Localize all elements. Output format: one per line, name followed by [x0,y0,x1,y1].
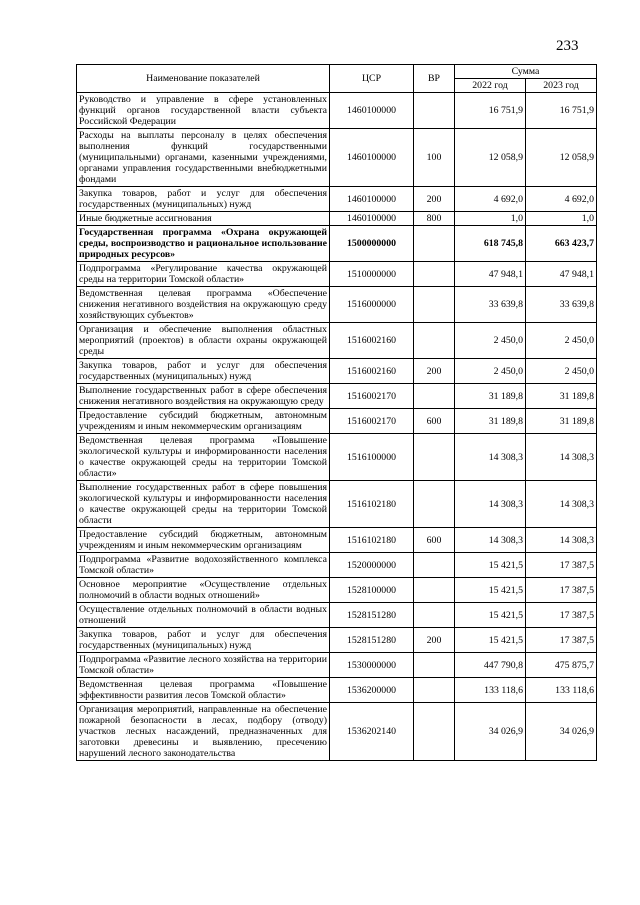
row-vr [414,481,455,528]
table-row [77,262,597,287]
header-year-2022: 2022 год [455,79,526,93]
budget-table [76,64,597,761]
table-row [77,528,597,553]
table-row [77,226,597,262]
row-vr [414,323,455,359]
row-vr: 200 [414,628,455,653]
row-sum-2023: 34 026,9 [526,703,597,761]
table-row [77,287,597,323]
row-vr: 600 [414,528,455,553]
row-sum-2023: 47 948,1 [526,262,597,287]
row-sum-2023: 17 387,5 [526,603,597,628]
row-sum-2023: 17 387,5 [526,578,597,603]
row-sum-2022: 15 421,5 [455,553,526,578]
table-row [77,678,597,703]
row-sum-2023: 16 751,9 [526,93,597,129]
table-row [77,212,597,226]
row-name: Расходы на выплаты персоналу в целях обеспечения выполнения функций государственными (муниципальными) органами, казенными учреждениями, органами управления государственными внебюджетными фондами [77,129,330,187]
row-name: Выполнение государственных работ в сфере повышения экологической культуры и информированности населения о качестве окружающей среды на территории Томской области [77,481,330,528]
row-sum-2022: 14 308,3 [455,528,526,553]
row-sum-2022: 447 790,8 [455,653,526,678]
header-row [77,65,597,79]
row-vr: 800 [414,212,455,226]
row-csr: 1536202140 [330,703,414,761]
row-vr [414,434,455,481]
row-sum-2023: 14 308,3 [526,481,597,528]
row-sum-2023: 475 875,7 [526,653,597,678]
row-name: Подпрограмма «Развитие лесного хозяйства на территории Томской области» [77,653,330,678]
row-csr: 1528100000 [330,578,414,603]
table-row [77,187,597,212]
row-name: Руководство и управление в сфере установленных функций органов государственной власти субъекта Российской Федерации [77,93,330,129]
row-csr: 1516002160 [330,359,414,384]
row-csr: 1460100000 [330,212,414,226]
row-csr: 1516102180 [330,481,414,528]
row-sum-2023: 14 308,3 [526,434,597,481]
row-name: Предоставление субсидий бюджетным, автономным учреждениям и иным некоммерческим организациям [77,409,330,434]
row-vr [414,553,455,578]
row-csr: 1460100000 [330,93,414,129]
row-sum-2022: 2 450,0 [455,323,526,359]
row-name: Подпрограмма «Развитие водохозяйственного комплекса Томской области» [77,553,330,578]
row-name: Иные бюджетные ассигнования [77,212,330,226]
row-vr: 200 [414,187,455,212]
row-name: Закупка товаров, работ и услуг для обеспечения государственных (муниципальных) нужд [77,628,330,653]
table-row [77,384,597,409]
row-vr [414,703,455,761]
table-row [77,553,597,578]
row-name: Основное мероприятие «Осуществление отдельных полномочий в области водных отношений» [77,578,330,603]
header-csr: ЦСР [330,65,414,93]
row-vr [414,287,455,323]
table-row [77,481,597,528]
row-sum-2023: 33 639,8 [526,287,597,323]
row-csr: 1528151280 [330,603,414,628]
row-sum-2023: 31 189,8 [526,384,597,409]
row-sum-2022: 618 745,8 [455,226,526,262]
row-csr: 1528151280 [330,628,414,653]
row-sum-2022: 14 308,3 [455,481,526,528]
row-sum-2022: 15 421,5 [455,628,526,653]
row-sum-2023: 17 387,5 [526,628,597,653]
row-name: Осуществление отдельных полномочий в области водных отношений [77,603,330,628]
row-vr [414,262,455,287]
table-row [77,359,597,384]
row-name: Ведомственная целевая программа «Обеспечение снижения негативного воздействия на окружающую среду хозяйствующих субъектов» [77,287,330,323]
row-csr: 1510000000 [330,262,414,287]
table-row [77,578,597,603]
row-vr [414,678,455,703]
row-vr: 600 [414,409,455,434]
row-csr: 1536200000 [330,678,414,703]
row-sum-2023: 133 118,6 [526,678,597,703]
table-row [77,323,597,359]
row-vr [414,384,455,409]
row-csr: 1460100000 [330,187,414,212]
row-name: Предоставление субсидий бюджетным, автономным учреждениям и иным некоммерческим организациям [77,528,330,553]
row-csr: 1516002170 [330,384,414,409]
row-sum-2022: 4 692,0 [455,187,526,212]
row-csr: 1516002160 [330,323,414,359]
page-number: 233 [556,38,579,54]
table-row [77,703,597,761]
row-sum-2022: 31 189,8 [455,384,526,409]
row-name: Организация и обеспечение выполнения областных мероприятий (проектов) в области охраны окружающей среды [77,323,330,359]
row-sum-2022: 1,0 [455,212,526,226]
row-sum-2023: 12 058,9 [526,129,597,187]
row-sum-2022: 12 058,9 [455,129,526,187]
row-name: Государственная программа «Охрана окружающей среды, воспроизводство и рациональное использование природных ресурсов» [77,226,330,262]
table-row [77,93,597,129]
header-vr: ВР [414,65,455,93]
header-year-2023: 2023 год [526,79,597,93]
table-row [77,434,597,481]
row-sum-2022: 15 421,5 [455,578,526,603]
row-vr [414,653,455,678]
table-row [77,409,597,434]
row-name: Организация мероприятий, направленные на обеспечение пожарной безопасности в лесах, подбору (отводу) участков лесных насаждений, предназначенных для заготовки древесины и выявлению, пресечению нарушений лесного законодательства [77,703,330,761]
row-sum-2023: 14 308,3 [526,528,597,553]
row-csr: 1500000000 [330,226,414,262]
row-sum-2022: 14 308,3 [455,434,526,481]
row-csr: 1530000000 [330,653,414,678]
row-vr [414,578,455,603]
row-vr: 200 [414,359,455,384]
row-sum-2022: 133 118,6 [455,678,526,703]
row-sum-2022: 34 026,9 [455,703,526,761]
row-name: Подпрограмма «Регулирование качества окружающей среды на территории Томской области» [77,262,330,287]
row-sum-2023: 2 450,0 [526,323,597,359]
row-sum-2023: 17 387,5 [526,553,597,578]
row-sum-2023: 4 692,0 [526,187,597,212]
row-sum-2022: 47 948,1 [455,262,526,287]
row-sum-2022: 2 450,0 [455,359,526,384]
row-csr: 1516002170 [330,409,414,434]
header-name: Наименование показателей [77,65,330,93]
row-vr [414,93,455,129]
table-body [77,93,597,761]
row-vr [414,603,455,628]
table-row [77,653,597,678]
row-name: Ведомственная целевая программа «Повышение экологической культуры и информированности населения о качестве окружающей среды на территории Томской области» [77,434,330,481]
header-sum: Сумма [455,65,597,79]
row-name: Ведомственная целевая программа «Повышение эффективности развития лесов Томской области» [77,678,330,703]
row-name: Закупка товаров, работ и услуг для обеспечения государственных (муниципальных) нужд [77,187,330,212]
row-csr: 1516000000 [330,287,414,323]
row-sum-2022: 33 639,8 [455,287,526,323]
row-sum-2022: 16 751,9 [455,93,526,129]
row-sum-2023: 663 423,7 [526,226,597,262]
row-sum-2022: 31 189,8 [455,409,526,434]
table-row [77,129,597,187]
row-csr: 1516102180 [330,528,414,553]
row-name: Закупка товаров, работ и услуг для обеспечения государственных (муниципальных) нужд [77,359,330,384]
row-csr: 1520000000 [330,553,414,578]
row-sum-2023: 1,0 [526,212,597,226]
row-sum-2023: 31 189,8 [526,409,597,434]
row-csr: 1516100000 [330,434,414,481]
row-vr: 100 [414,129,455,187]
row-vr [414,226,455,262]
row-sum-2022: 15 421,5 [455,603,526,628]
row-csr: 1460100000 [330,129,414,187]
table-row [77,628,597,653]
table-row [77,603,597,628]
row-sum-2023: 2 450,0 [526,359,597,384]
row-name: Выполнение государственных работ в сфере обеспечения снижения негативного воздействия на окружающую среду [77,384,330,409]
